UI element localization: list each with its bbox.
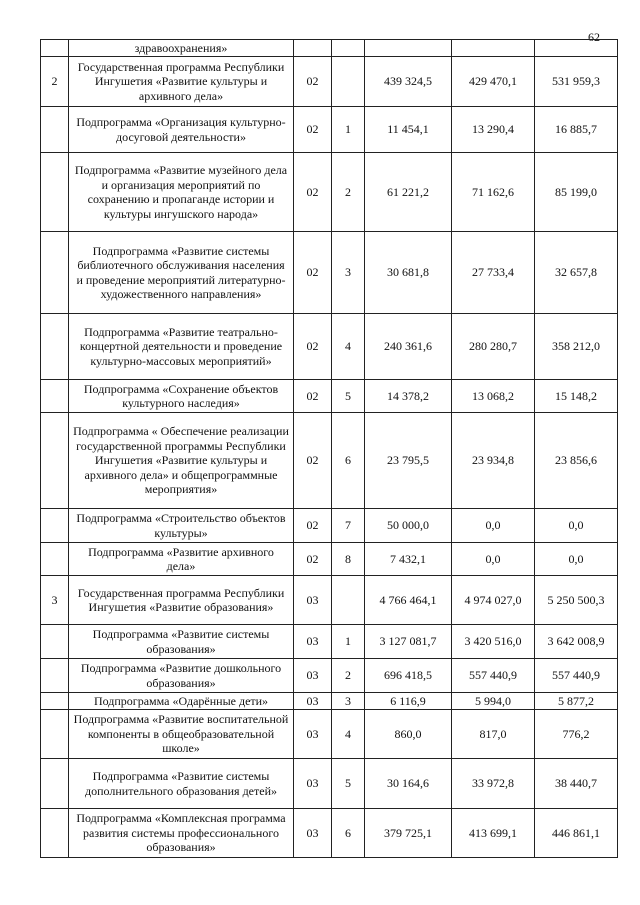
row-number: 3 xyxy=(41,576,69,625)
table-row xyxy=(41,625,618,659)
row-number xyxy=(41,809,69,858)
program-code: 02 xyxy=(294,509,332,543)
value-year-1: 7 432,1 xyxy=(365,543,452,576)
table-row xyxy=(41,543,618,576)
value-year-2: 280 280,7 xyxy=(452,314,535,380)
row-number xyxy=(41,759,69,809)
subprogram-code: 6 xyxy=(332,413,365,509)
value-year-1: 3 127 081,7 xyxy=(365,625,452,659)
program-code: 03 xyxy=(294,576,332,625)
value-year-3: 5 877,2 xyxy=(535,693,618,710)
value-year-1: 61 221,2 xyxy=(365,153,452,232)
program-name: Государственная программа Республики Ингушетия «Развитие культуры и архивного дела» xyxy=(69,57,294,107)
value-year-3: 5 250 500,3 xyxy=(535,576,618,625)
value-year-1: 379 725,1 xyxy=(365,809,452,858)
value-year-1: 23 795,5 xyxy=(365,413,452,509)
value-year-2: 0,0 xyxy=(452,509,535,543)
row-number xyxy=(41,314,69,380)
value-year-3: 0,0 xyxy=(535,543,618,576)
row-number xyxy=(41,153,69,232)
value-year-2: 3 420 516,0 xyxy=(452,625,535,659)
subprogram-code: 6 xyxy=(332,809,365,858)
table-row xyxy=(41,40,618,57)
subprogram-code: 1 xyxy=(332,625,365,659)
program-name: Подпрограмма «Сохранение объектов культурного наследия» xyxy=(69,380,294,413)
table-row xyxy=(41,153,618,232)
table-row xyxy=(41,380,618,413)
program-name: Подпрограмма «Строительство объектов культуры» xyxy=(69,509,294,543)
value-year-3: 0,0 xyxy=(535,509,618,543)
value-year-1: 860,0 xyxy=(365,710,452,759)
table-row xyxy=(41,107,618,153)
subprogram-code: 8 xyxy=(332,543,365,576)
program-name: Подпрограмма «Развитие музейного дела и организация мероприятий по сохранению и пропаганде истории и культуры ингушского народа» xyxy=(69,153,294,232)
value-year-3: 3 642 008,9 xyxy=(535,625,618,659)
value-year-3: 557 440,9 xyxy=(535,659,618,693)
program-code xyxy=(294,40,332,57)
program-name: Подпрограмма «Развитие дошкольного образования» xyxy=(69,659,294,693)
value-year-1 xyxy=(365,40,452,57)
subprogram-code: 5 xyxy=(332,759,365,809)
value-year-2 xyxy=(452,40,535,57)
program-name: Подпрограмма «Развитие воспитательной компоненты в общеобразовательной школе» xyxy=(69,710,294,759)
subprogram-code xyxy=(332,57,365,107)
program-code: 02 xyxy=(294,543,332,576)
table-row xyxy=(41,413,618,509)
table-row xyxy=(41,710,618,759)
table-row xyxy=(41,232,618,314)
table-row xyxy=(41,809,618,858)
value-year-1: 439 324,5 xyxy=(365,57,452,107)
table-row xyxy=(41,509,618,543)
program-name: Подпрограмма «Развитие системы образования» xyxy=(69,625,294,659)
row-number xyxy=(41,413,69,509)
value-year-2: 13 068,2 xyxy=(452,380,535,413)
subprogram-code: 3 xyxy=(332,232,365,314)
value-year-3: 15 148,2 xyxy=(535,380,618,413)
subprogram-code xyxy=(332,40,365,57)
program-name: Подпрограмма «Комплексная программа развития системы профессионального образования» xyxy=(69,809,294,858)
program-name: Подпрограмма «Развитие театрально-концертной деятельности и проведение культурно-массовых мероприятий» xyxy=(69,314,294,380)
value-year-3: 531 959,3 xyxy=(535,57,618,107)
program-name: Подпрограмма «Организация культурно-досуговой деятельности» xyxy=(69,107,294,153)
value-year-2: 71 162,6 xyxy=(452,153,535,232)
value-year-2: 23 934,8 xyxy=(452,413,535,509)
value-year-2: 429 470,1 xyxy=(452,57,535,107)
row-number xyxy=(41,40,69,57)
value-year-1: 6 116,9 xyxy=(365,693,452,710)
row-number xyxy=(41,543,69,576)
program-code: 02 xyxy=(294,107,332,153)
value-year-1: 30 164,6 xyxy=(365,759,452,809)
value-year-2: 557 440,9 xyxy=(452,659,535,693)
value-year-3: 85 199,0 xyxy=(535,153,618,232)
program-code: 02 xyxy=(294,153,332,232)
program-code: 02 xyxy=(294,380,332,413)
value-year-1: 30 681,8 xyxy=(365,232,452,314)
value-year-3 xyxy=(535,40,618,57)
value-year-3: 358 212,0 xyxy=(535,314,618,380)
table-row xyxy=(41,57,618,107)
program-code: 02 xyxy=(294,57,332,107)
subprogram-code: 2 xyxy=(332,659,365,693)
value-year-1: 4 766 464,1 xyxy=(365,576,452,625)
subprogram-code: 4 xyxy=(332,314,365,380)
program-code: 03 xyxy=(294,710,332,759)
subprogram-code: 7 xyxy=(332,509,365,543)
page-number: 62 xyxy=(588,30,600,44)
budget-table xyxy=(40,39,618,858)
program-code: 03 xyxy=(294,659,332,693)
value-year-2: 0,0 xyxy=(452,543,535,576)
program-code: 03 xyxy=(294,625,332,659)
program-code: 02 xyxy=(294,314,332,380)
row-number xyxy=(41,710,69,759)
value-year-3: 38 440,7 xyxy=(535,759,618,809)
value-year-1: 50 000,0 xyxy=(365,509,452,543)
program-name: здравоохранения» xyxy=(69,40,294,57)
program-name: Подпрограмма «Развитие архивного дела» xyxy=(69,543,294,576)
subprogram-code: 3 xyxy=(332,693,365,710)
table-row xyxy=(41,659,618,693)
value-year-1: 696 418,5 xyxy=(365,659,452,693)
program-code: 03 xyxy=(294,809,332,858)
row-number xyxy=(41,659,69,693)
row-number xyxy=(41,509,69,543)
program-code: 02 xyxy=(294,232,332,314)
value-year-3: 16 885,7 xyxy=(535,107,618,153)
value-year-1: 11 454,1 xyxy=(365,107,452,153)
value-year-2: 413 699,1 xyxy=(452,809,535,858)
subprogram-code xyxy=(332,576,365,625)
row-number xyxy=(41,693,69,710)
program-code: 03 xyxy=(294,759,332,809)
value-year-2: 4 974 027,0 xyxy=(452,576,535,625)
program-name: Подпрограмма «Развитие системы библиотечного обслуживания населения и проведение мероприятий литературно-художественного направления» xyxy=(69,232,294,314)
row-number: 2 xyxy=(41,57,69,107)
program-name: Подпрограмма « Обеспечение реализации государственной программы Республики Ингушетия «Развитие культуры и архивного дела» и общепрограммные мероприятия» xyxy=(69,413,294,509)
value-year-2: 817,0 xyxy=(452,710,535,759)
value-year-3: 776,2 xyxy=(535,710,618,759)
value-year-1: 240 361,6 xyxy=(365,314,452,380)
value-year-3: 23 856,6 xyxy=(535,413,618,509)
value-year-2: 13 290,4 xyxy=(452,107,535,153)
value-year-2: 27 733,4 xyxy=(452,232,535,314)
value-year-2: 5 994,0 xyxy=(452,693,535,710)
value-year-3: 446 861,1 xyxy=(535,809,618,858)
subprogram-code: 1 xyxy=(332,107,365,153)
program-code: 02 xyxy=(294,413,332,509)
subprogram-code: 5 xyxy=(332,380,365,413)
program-name: Государственная программа Республики Ингушетия «Развитие образования» xyxy=(69,576,294,625)
table-row xyxy=(41,693,618,710)
program-code: 03 xyxy=(294,693,332,710)
value-year-3: 32 657,8 xyxy=(535,232,618,314)
table-row xyxy=(41,314,618,380)
value-year-2: 33 972,8 xyxy=(452,759,535,809)
subprogram-code: 2 xyxy=(332,153,365,232)
row-number xyxy=(41,232,69,314)
table-row xyxy=(41,576,618,625)
value-year-1: 14 378,2 xyxy=(365,380,452,413)
table-row xyxy=(41,759,618,809)
row-number xyxy=(41,107,69,153)
row-number xyxy=(41,625,69,659)
program-name: Подпрограмма «Одарённые дети» xyxy=(69,693,294,710)
row-number xyxy=(41,380,69,413)
program-name: Подпрограмма «Развитие системы дополнительного образования детей» xyxy=(69,759,294,809)
subprogram-code: 4 xyxy=(332,710,365,759)
